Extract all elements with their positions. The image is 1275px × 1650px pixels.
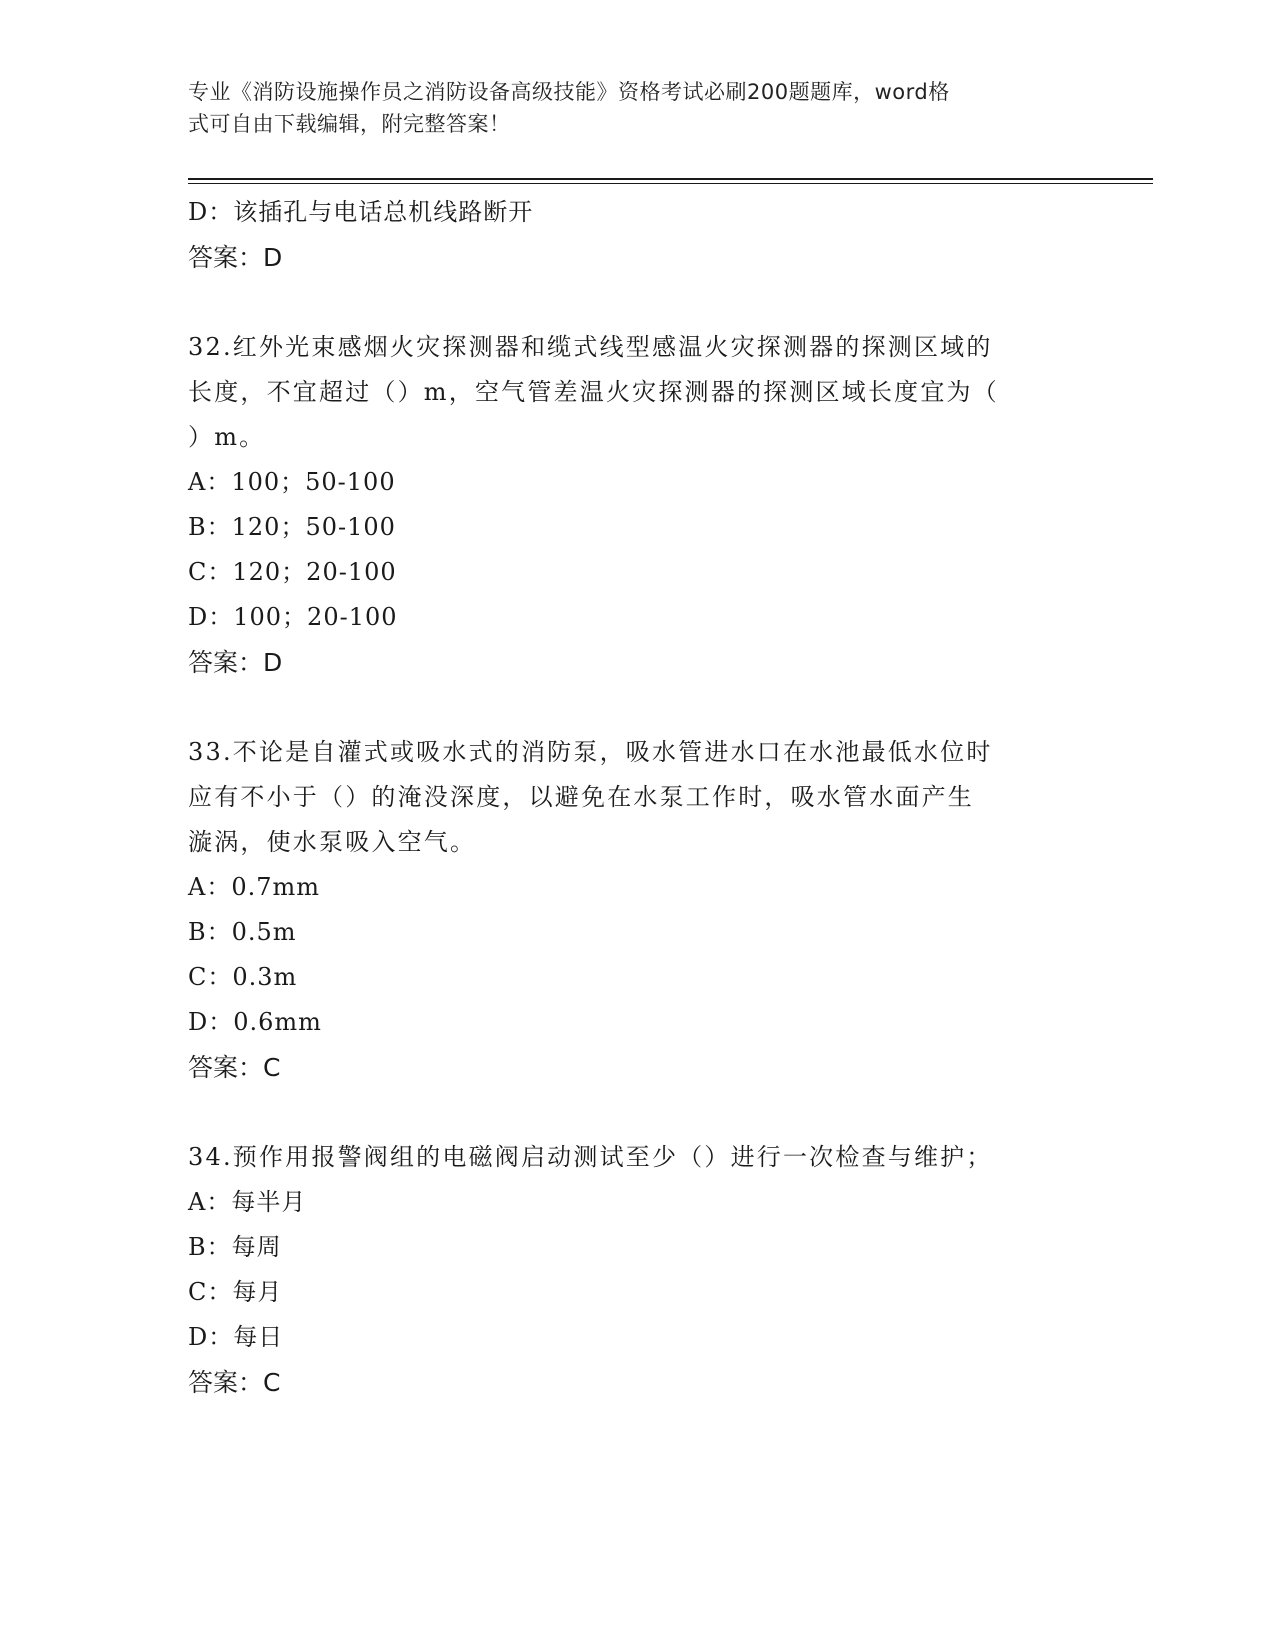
spacer bbox=[188, 685, 1088, 730]
question-text-line: ）m。 bbox=[188, 423, 266, 451]
option-b: B：0.5m bbox=[188, 918, 297, 946]
question-34 bbox=[188, 1135, 1088, 1405]
option-a: A：0.7mm bbox=[188, 873, 321, 901]
spacer bbox=[188, 1090, 1088, 1135]
answer-line: 答案：C bbox=[188, 1368, 281, 1397]
question-text-line: 34.预作用报警阀组的电磁阀启动测试至少（）进行一次检查与维护； bbox=[188, 1143, 993, 1171]
option-d: D：0.6mm bbox=[188, 1008, 322, 1036]
option-c: C：每月 bbox=[188, 1278, 283, 1306]
option-a: A：每半月 bbox=[188, 1188, 307, 1216]
header-divider-thin bbox=[188, 183, 1153, 184]
question-33 bbox=[188, 730, 1088, 1090]
question-text-line: 32.红外光束感烟火灾探测器和缆式线型感温火灾探测器的探测区域的 bbox=[188, 333, 993, 361]
header-line-2: 式可自由下载编辑，附完整答案！ bbox=[188, 112, 511, 136]
option-d: D：每日 bbox=[188, 1323, 284, 1351]
answer-line: 答案：C bbox=[188, 1053, 281, 1082]
question-32 bbox=[188, 325, 1088, 685]
document-header bbox=[188, 76, 1068, 140]
answer-line: 答案：D bbox=[188, 648, 283, 677]
question-text-line: 33.不论是自灌式或吸水式的消防泵，吸水管进水口在水池最低水位时 bbox=[188, 738, 993, 766]
header-line-1: 专业《消防设施操作员之消防设备高级技能》资格考试必刷200题题库，word格 bbox=[188, 80, 950, 104]
question-text-line: 长度，不宜超过（）m，空气管差温火灾探测器的探测区域长度宜为（ bbox=[188, 378, 999, 406]
option-a: A：100；50-100 bbox=[188, 468, 396, 496]
header-divider-thick bbox=[188, 178, 1153, 180]
question-text-line: 漩涡，使水泵吸入空气。 bbox=[188, 828, 477, 856]
prev-question-answer: 答案：D bbox=[188, 243, 283, 272]
option-b: B：120；50-100 bbox=[188, 513, 396, 541]
question-content bbox=[188, 190, 1088, 1405]
option-d: D：100；20-100 bbox=[188, 603, 398, 631]
question-text-line: 应有不小于（）的淹没深度，以避免在水泵工作时，吸水管水面产生 bbox=[188, 783, 974, 811]
spacer bbox=[188, 280, 1088, 325]
option-c: C：120；20-100 bbox=[188, 558, 397, 586]
option-c: C：0.3m bbox=[188, 963, 298, 991]
option-b: B：每周 bbox=[188, 1233, 282, 1261]
prev-question-option-d: D：该插孔与电话总机线路断开 bbox=[188, 198, 534, 226]
